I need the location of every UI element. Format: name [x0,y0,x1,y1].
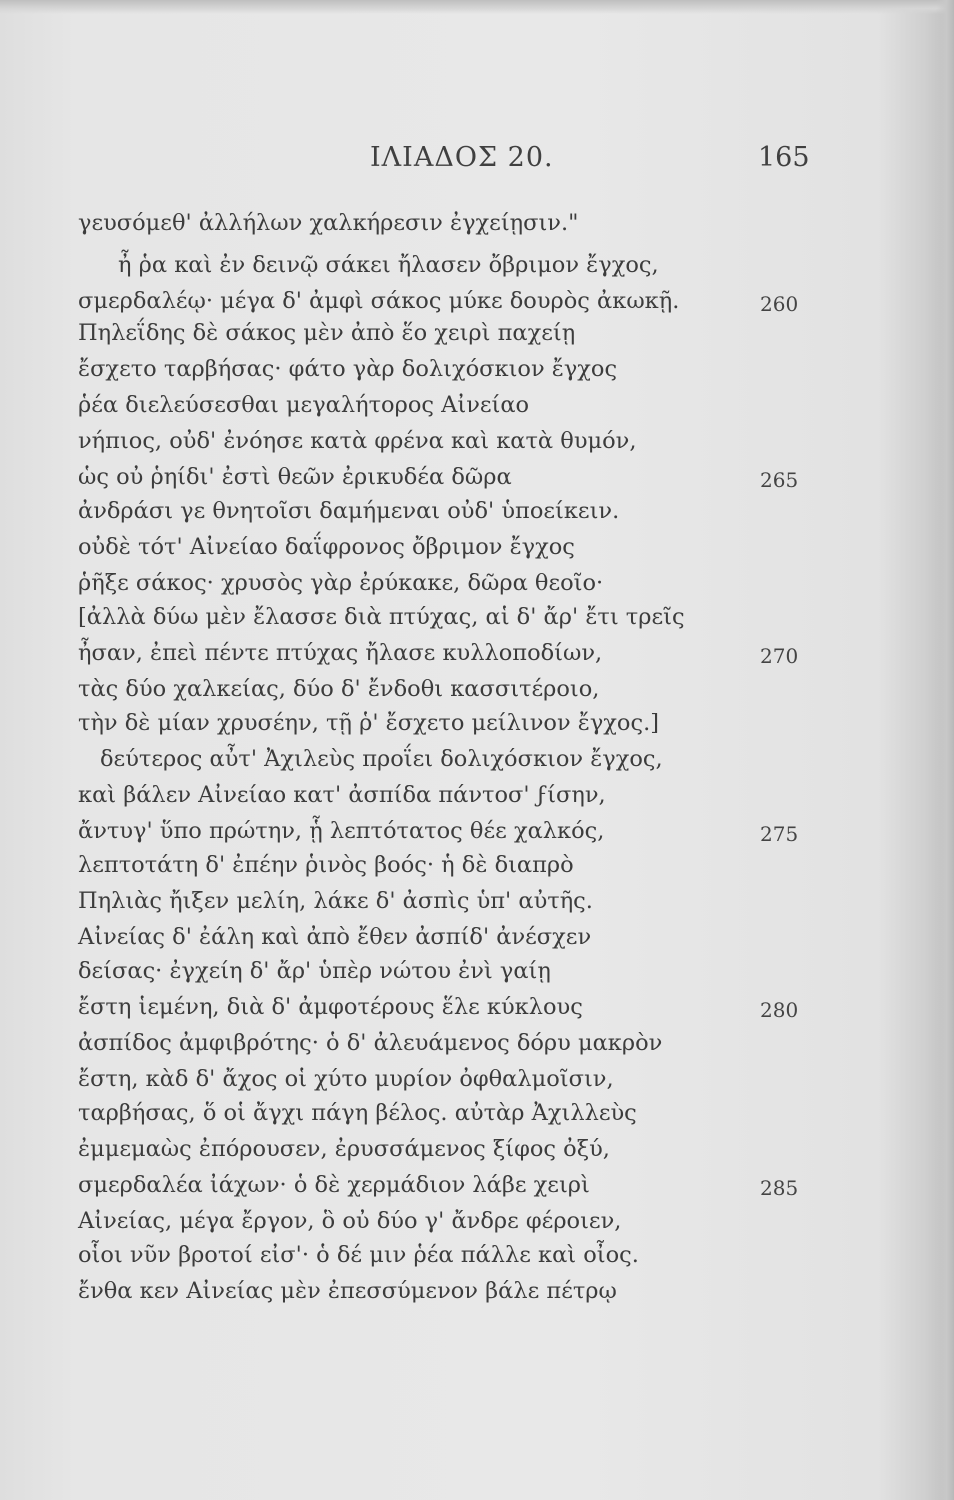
verse-line: ἔστη ἱεμένη, διὰ δ' ἀμφοτέρους ἕλε κύκλους [78,994,583,1020]
verse-line: Αἰνείας, μέγα ἔργον, ὃ οὐ δύο γ' ἄνδρε φέροιεν, [78,1208,622,1234]
line-number: 260 [760,292,799,316]
verse-line: τὴν δὲ μίαν χρυσέην, τῇ ῥ' ἔσχετο μείλινον ἔγχος.] [78,710,660,736]
verse-line: ῥῆξε σάκος· χρυσὸς γὰρ ἐρύκακε, δῶρα θεοῖο· [78,570,604,596]
verse-line: τὰς δύο χαλκείας, δύο δ' ἔνδοθι κασσιτέροιο, [78,676,600,702]
page-number: 165 [758,142,810,173]
page-right-edge [936,0,954,1500]
verse-line: ἀνδράσι γε θνητοῖσι δαμήμεναι οὐδ' ὑποείκειν. [78,498,620,524]
page-top-edge [0,0,954,14]
verse-line: λεπτοτάτη δ' ἐπέην ῥινὸς βοός· ἡ δὲ διαπρὸ [78,852,574,878]
verse-line: ἦ ῥα καὶ ἐν δεινῷ σάκει ἤλασεν ὄβριμον ἔγχος, [118,252,659,278]
verse-line: ἄντυγ' ὕπο πρώτην, ᾗ λεπτότατος θέε χαλκός, [78,818,605,844]
verse-line: σμερδαλέα ἰάχων· ὁ δὲ χερμάδιον λάβε χειρὶ [78,1172,590,1198]
verse-line: ἦσαν, ἐπεὶ πέντε πτύχας ἤλασε κυλλοποδίων, [78,640,603,666]
verse-line: Πηλιὰς ἤιξεν μελίη, λάκε δ' ἀσπὶς ὑπ' αὐτῆς. [78,888,593,914]
line-number: 280 [760,998,799,1022]
verse-line: [ἀλλὰ δύω μὲν ἔλασσε διὰ πτύχας, αἱ δ' ἄρ' ἔτι τρεῖς [78,604,685,630]
verse-line: ἐμμεμαὼς ἐπόρουσεν, ἐρυσσάμενος ξίφος ὀξύ, [78,1136,610,1162]
verse-line: Αἰνείας δ' ἐάλη καὶ ἀπὸ ἔθεν ἀσπίδ' ἀνέσχεν [78,924,592,950]
verse-line: ἔσχετο ταρβήσας· φάτο γὰρ δολιχόσκιον ἔγχος [78,356,618,382]
line-number: 285 [760,1176,799,1200]
verse-line: σμερδαλέῳ· μέγα δ' ἀμφὶ σάκος μύκε δουρὸς ἀκωκῇ. [78,288,680,314]
verse-line: γευσόμεθ' ἀλλήλων χαλκήρεσιν ἐγχείῃσιν." [78,210,579,236]
verse-line: οἷοι νῦν βροτοί εἰσ'· ὁ δέ μιν ῥέα πάλλε καὶ οἶος. [78,1242,639,1268]
verse-line: ἔνθα κεν Αἰνείας μὲν ἐπεσσύμενον βάλε πέτρῳ [78,1278,617,1304]
line-number: 270 [760,644,799,668]
verse-line: ῥέα διελεύσεσθαι μεγαλήτορος Αἰνείαο [78,392,530,418]
verse-line: ταρβήσας, ὅ οἱ ἄγχι πάγη βέλος. αὐτὰρ Ἀχιλλεὺς [78,1100,637,1126]
verse-line: οὐδὲ τότ' Αἰνείαο δαΐφρονος ὄβριμον ἔγχος [78,534,575,560]
verse-line: καὶ βάλεν Αἰνείαο κατ' ἀσπίδα πάντοσ' ϝίσην, [78,782,606,808]
line-number: 275 [760,822,799,846]
running-header-title: ΙΛΙΑΔΟΣ 20. [370,142,554,173]
verse-line: νήπιος, οὐδ' ἐνόησε κατὰ φρένα καὶ κατὰ θυμόν, [78,428,637,454]
verse-line: ἔστη, κὰδ δ' ἄχος οἱ χύτο μυρίον ὀφθαλμοῖσιν, [78,1066,614,1092]
verse-line: δείσας· ἐγχείη δ' ἄρ' ὑπὲρ νώτου ἐνὶ γαίῃ [78,958,551,984]
verse-line: δεύτερος αὖτ' Ἀχιλεὺς προΐει δολιχόσκιον ἔγχος, [100,746,663,772]
verse-line: ἀσπίδος ἀμφιβρότης· ὁ δ' ἀλευάμενος δόρυ μακρὸν [78,1030,663,1056]
line-number: 265 [760,468,799,492]
verse-line: ὡς οὐ ῥηίδι' ἐστὶ θεῶν ἐρικυδέα δῶρα [78,464,512,490]
verse-line: Πηλεΐδης δὲ σάκος μὲν ἀπὸ ἕο χειρὶ παχείῃ [78,320,576,346]
